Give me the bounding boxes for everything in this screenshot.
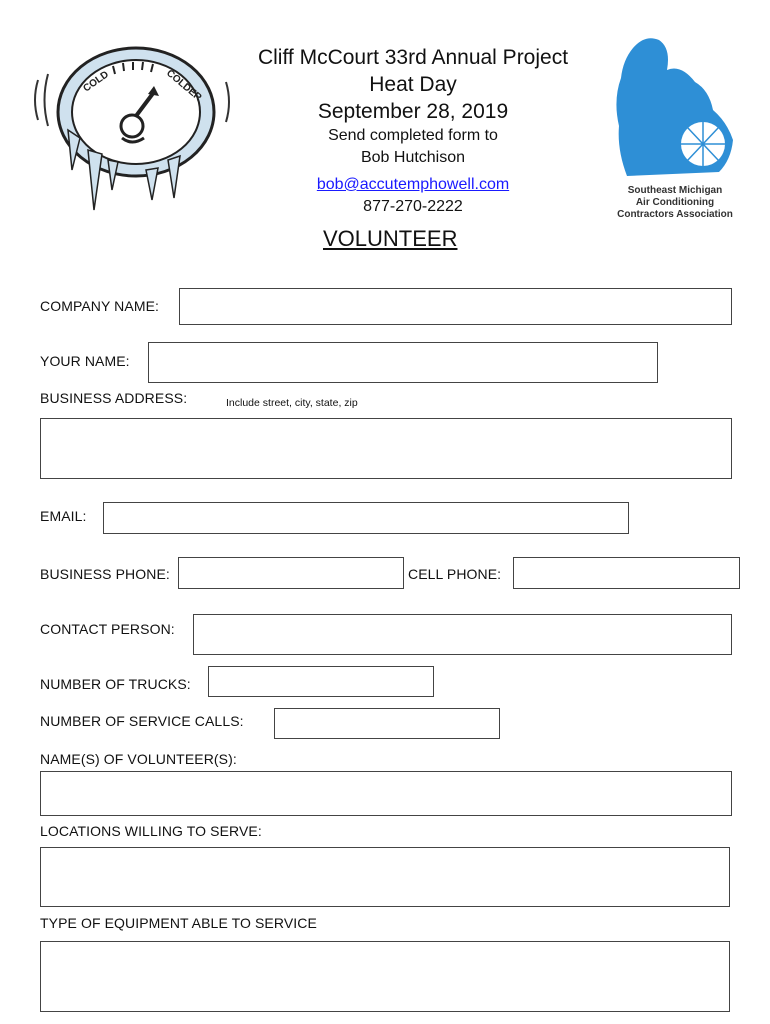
number-of-trucks-field[interactable]	[208, 666, 434, 697]
frozen-thermostat-logo	[28, 30, 238, 230]
your-name-field[interactable]	[148, 342, 658, 383]
send-line-1: Send completed form to	[328, 127, 498, 144]
business-phone-label: BUSINESS PHONE:	[40, 566, 170, 582]
company-name-label: COMPANY NAME:	[40, 298, 160, 314]
business-address-field[interactable]	[40, 418, 732, 479]
equipment-label: TYPE OF EQUIPMENT ABLE TO SERVICE	[40, 915, 317, 931]
locations-field[interactable]	[40, 847, 730, 907]
volunteers-field[interactable]	[40, 771, 732, 816]
your-name-label: YOUR NAME:	[40, 353, 130, 369]
semacca-line-2: Air Conditioning	[635, 197, 715, 208]
email-field[interactable]	[103, 502, 629, 534]
thermostat-icon	[28, 30, 238, 230]
number-of-service-calls-field[interactable]	[274, 708, 500, 739]
business-phone-field[interactable]	[178, 557, 404, 589]
contact-person-label: CONTACT PERSON:	[40, 621, 175, 637]
send-instructions	[228, 125, 598, 169]
michigan-map-icon	[605, 30, 745, 180]
form-heading: VOLUNTEER	[323, 226, 458, 251]
contact-info	[228, 174, 598, 218]
equipment-field[interactable]	[40, 941, 730, 1012]
semacca-caption	[605, 185, 745, 221]
cell-phone-field[interactable]	[513, 557, 740, 589]
title-line-1: Cliff McCourt 33rd Annual Project	[257, 46, 569, 69]
address-hint: Include street, city, state, zip	[226, 397, 358, 409]
cell-phone-label: CELL PHONE:	[408, 566, 502, 582]
email-link[interactable]: bob@accutemphowell.com	[316, 176, 510, 193]
title-line-3: September 28, 2019	[317, 100, 509, 123]
cold-dial-text: COLD	[81, 69, 111, 95]
contact-person-field[interactable]	[193, 614, 732, 655]
colder-dial-text: COLDER	[164, 67, 204, 104]
number-of-service-calls-label: NUMBER OF SERVICE CALLS:	[40, 713, 244, 729]
event-title	[228, 44, 598, 125]
locations-label: LOCATIONS WILLING TO SERVE:	[40, 823, 262, 839]
send-line-2: Bob Hutchison	[360, 149, 466, 166]
semacca-logo	[605, 30, 745, 220]
business-address-label: BUSINESS ADDRESS:	[40, 390, 188, 406]
contact-phone: 877-270-2222	[363, 198, 463, 215]
company-name-field[interactable]	[179, 288, 732, 325]
title-line-2: Heat Day	[369, 73, 457, 96]
email-label: EMAIL:	[40, 508, 87, 524]
semacca-line-1: Southeast Michigan	[627, 185, 723, 196]
number-of-trucks-label: NUMBER OF TRUCKS:	[40, 676, 191, 692]
semacca-line-3: Contractors Association	[617, 209, 733, 220]
volunteers-label: NAME(S) OF VOLUNTEER(S):	[40, 751, 237, 767]
